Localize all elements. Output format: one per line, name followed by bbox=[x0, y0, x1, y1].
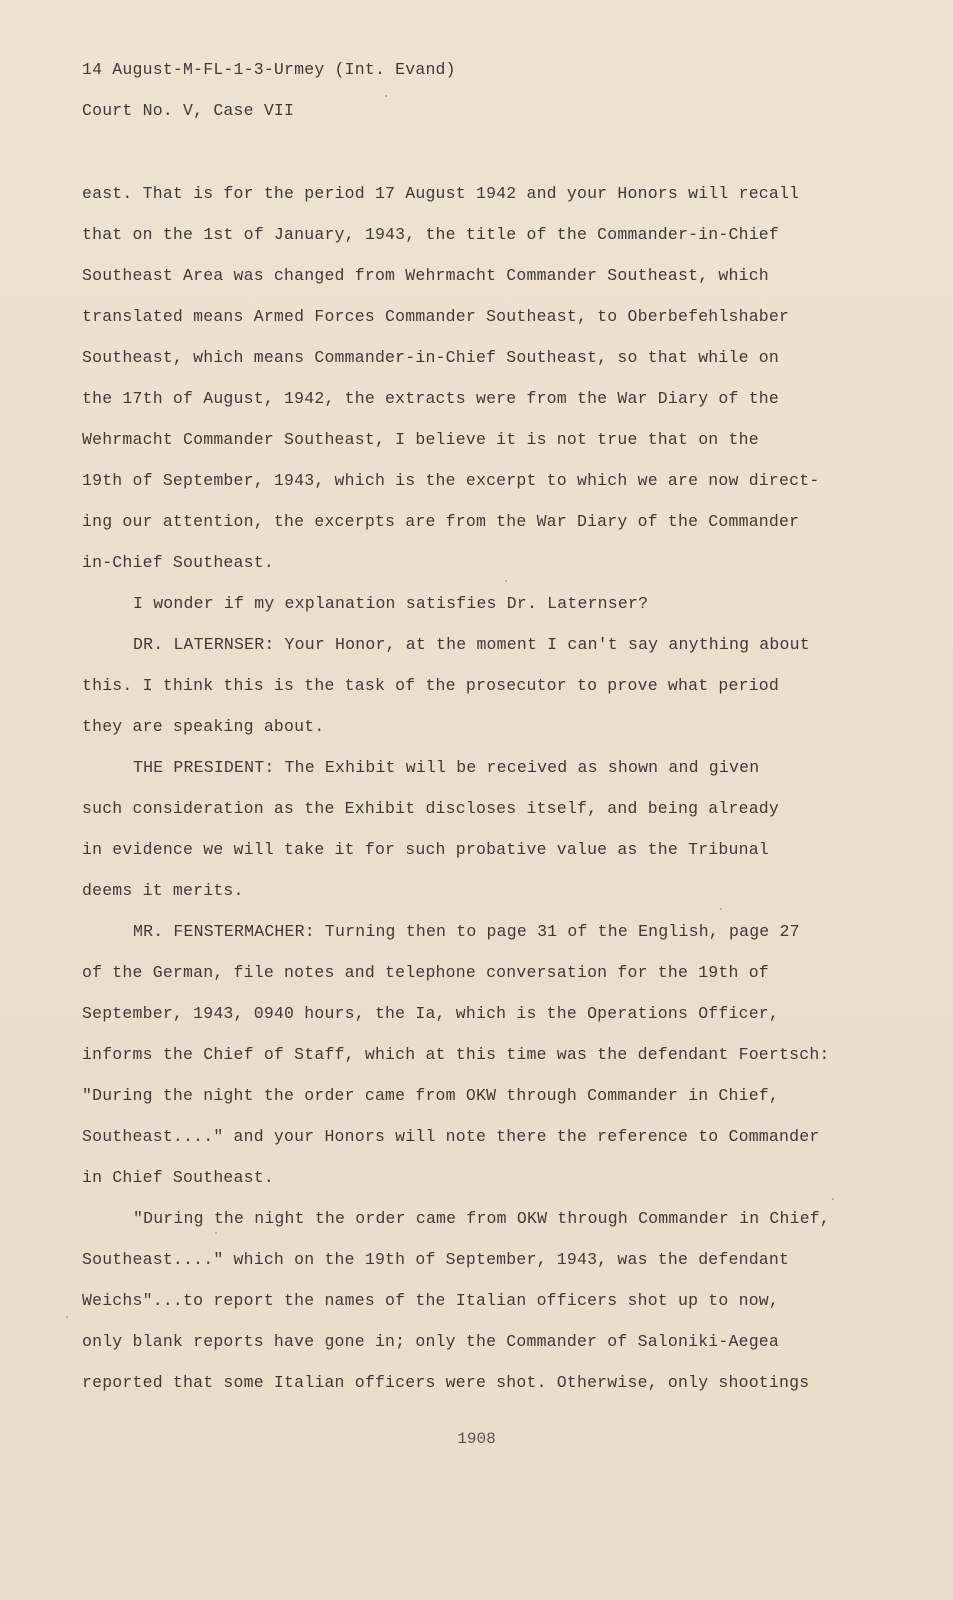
paper-speck bbox=[720, 908, 722, 910]
paper-speck bbox=[505, 580, 507, 582]
body-line: Southeast...." which on the 19th of September, 1943, was the defendant bbox=[82, 1250, 790, 1269]
body-line: Southeast Area was changed from Wehrmacht Commander Southeast, which bbox=[82, 266, 769, 285]
paper-speck bbox=[66, 1316, 68, 1318]
header-court: Court No. V, Case VII bbox=[82, 101, 295, 120]
body-line: MR. FENSTERMACHER: Turning then to page 31 of the English, page 27 bbox=[133, 922, 800, 941]
body-line: east. That is for the period 17 August 1942 and your Honors will recall bbox=[82, 184, 800, 203]
body-line: September, 1943, 0940 hours, the Ia, which is the Operations Officer, bbox=[82, 1004, 780, 1023]
body-line: of the German, file notes and telephone conversation for the 19th of bbox=[82, 963, 769, 982]
body-line: deems it merits. bbox=[82, 881, 244, 900]
body-line: "During the night the order came from OKW through Commander in Chief, bbox=[133, 1209, 831, 1228]
body-line: that on the 1st of January, 1943, the title of the Commander-in-Chief bbox=[82, 225, 780, 244]
body-line: reported that some Italian officers were shot. Otherwise, only shootings bbox=[82, 1373, 810, 1392]
body-line: Southeast, which means Commander-in-Chief Southeast, so that while on bbox=[82, 348, 780, 367]
paper-speck bbox=[832, 1198, 834, 1200]
body-line: Southeast...." and your Honors will note there the reference to Commander bbox=[82, 1127, 820, 1146]
page-number: 1908 bbox=[457, 1430, 496, 1448]
body-line: informs the Chief of Staff, which at this time was the defendant Foertsch: bbox=[82, 1045, 830, 1064]
body-line: Wehrmacht Commander Southeast, I believe it is not true that on the bbox=[82, 430, 759, 449]
body-line: ing our attention, the excerpts are from the War Diary of the Commander bbox=[82, 512, 800, 531]
body-line: I wonder if my explanation satisfies Dr. Laternser? bbox=[133, 594, 649, 613]
paper-speck bbox=[385, 95, 387, 97]
body-line: in-Chief Southeast. bbox=[82, 553, 274, 572]
body-line: "During the night the order came from OKW through Commander in Chief, bbox=[82, 1086, 780, 1105]
body-line: 19th of September, 1943, which is the excerpt to which we are now direct- bbox=[82, 471, 820, 490]
body-line: the 17th of August, 1942, the extracts were from the War Diary of the bbox=[82, 389, 780, 408]
body-line: translated means Armed Forces Commander Southeast, to Oberbefehlshaber bbox=[82, 307, 790, 326]
body-line: this. I think this is the task of the prosecutor to prove what period bbox=[82, 676, 780, 695]
body-line: DR. LATERNSER: Your Honor, at the moment I can't say anything about bbox=[133, 635, 810, 654]
body-line: only blank reports have gone in; only the Commander of Saloniki-Aegea bbox=[82, 1332, 780, 1351]
body-line: THE PRESIDENT: The Exhibit will be received as shown and given bbox=[133, 758, 760, 777]
body-line: in evidence we will take it for such probative value as the Tribunal bbox=[82, 840, 769, 859]
body-line: in Chief Southeast. bbox=[82, 1168, 274, 1187]
body-line: Weichs"...to report the names of the Italian officers shot up to now, bbox=[82, 1291, 780, 1310]
paper-speck bbox=[215, 1232, 217, 1234]
body-line: such consideration as the Exhibit discloses itself, and being already bbox=[82, 799, 780, 818]
header-case-id: 14 August-M-FL-1-3-Urmey (Int. Evand) bbox=[82, 60, 456, 79]
body-line: they are speaking about. bbox=[82, 717, 325, 736]
